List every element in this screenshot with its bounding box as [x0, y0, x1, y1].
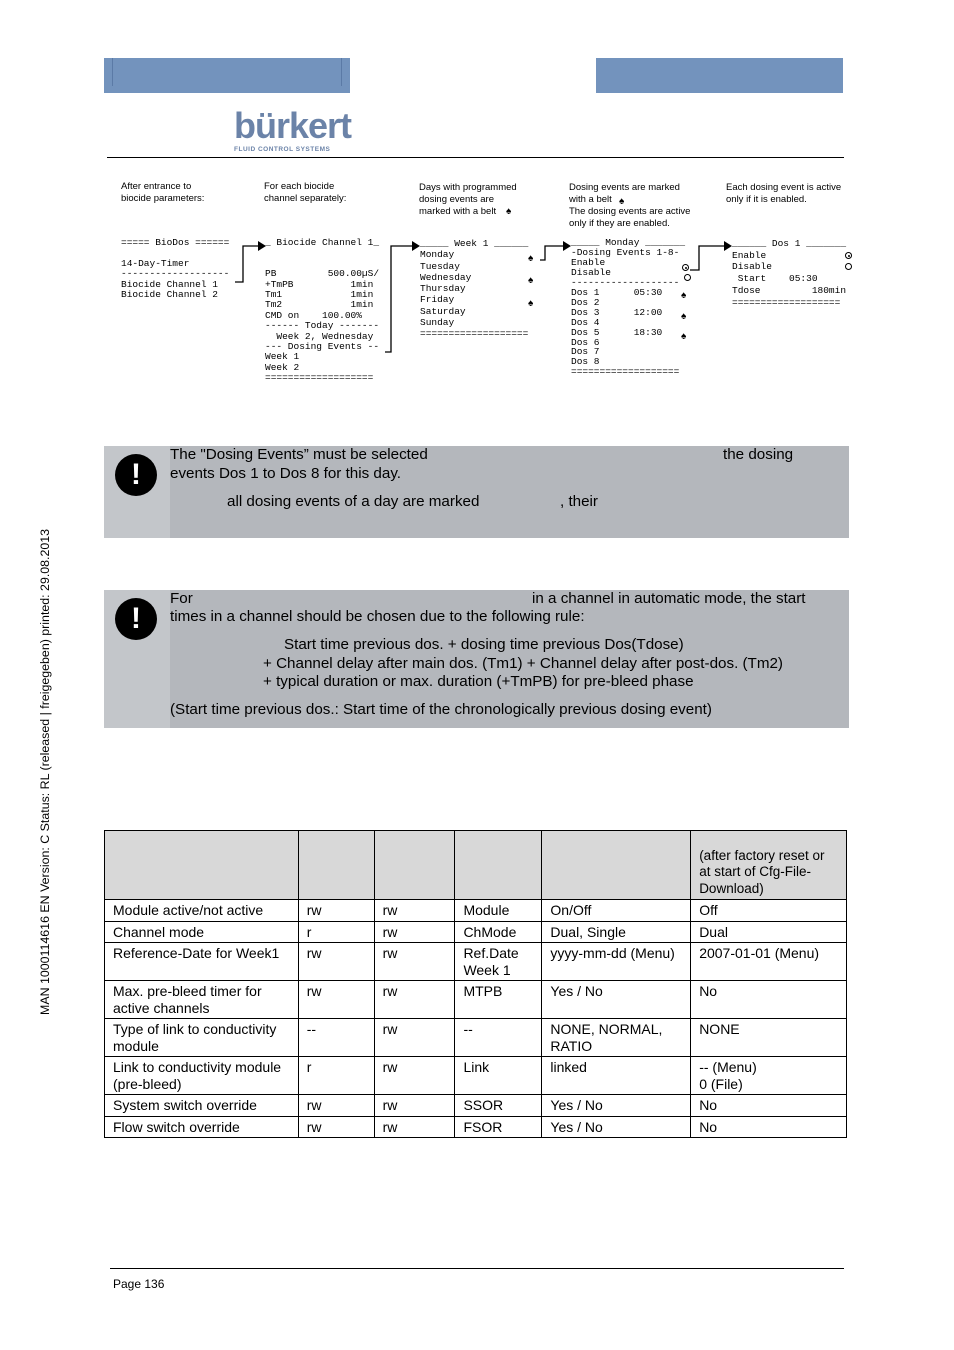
table-cell: --	[455, 1019, 542, 1057]
document-side-info: MAN 1000114616 EN Version: C Status: RL (released | freigegeben) printed: 29.08.2013	[38, 528, 52, 1015]
belt-icon: ♠	[528, 298, 534, 309]
table-cell: rw	[298, 1116, 374, 1138]
table-cell: Flow switch override	[105, 1116, 299, 1138]
table-cell: Dual	[691, 921, 847, 943]
table-cell: MTPB	[455, 981, 542, 1019]
note-1-line-3a: all dosing events of a day are marked	[227, 493, 480, 510]
table-cell: rw	[374, 900, 455, 922]
note-2-line-1a: For	[170, 590, 193, 607]
caption-week: Days with programmed dosing events are marked with a belt	[419, 182, 517, 217]
belt-icon: ♠	[681, 311, 687, 322]
table-header-cell	[298, 831, 374, 900]
note-2-line-1b: in a channel in automatic mode, the start	[532, 590, 806, 607]
table-row	[105, 981, 847, 1019]
table-cell: rw	[374, 921, 455, 943]
table-header-cell	[105, 831, 299, 900]
table-cell: FSOR	[455, 1116, 542, 1138]
caption-monday: Dosing events are marked with a belt	[569, 182, 680, 205]
table-cell: Off	[691, 900, 847, 922]
table-row	[105, 943, 847, 981]
logo-text: bürkert	[234, 106, 352, 146]
screen-biodos: ===== BioDos ====== 14-Day-Timer ------------------- Biocide Channel 1 Biocide Channel 2	[121, 237, 230, 301]
page-number: Page 136	[113, 1277, 165, 1291]
note-2-line-4: + Channel delay after main dos. (Tm1) + Channel delay after post-dos. (Tm2)	[263, 655, 783, 672]
belt-icon: ♠	[528, 275, 534, 286]
note-2-line-5: + typical duration or max. duration (+TmPB) for pre-bleed phase	[263, 673, 694, 690]
table-cell: ChMode	[455, 921, 542, 943]
table-header-cell	[542, 831, 691, 900]
table-cell: r	[298, 921, 374, 943]
screen-channel: _ Biocide Channel 1_ PB 500.00µS/ +TmPB 1min Tm1 1min Tm2 1min CMD on 100.00% ------ Today ------- Week 2, Wednesday --- Dosing Events -- Week 1 Week 2 ===================	[265, 237, 380, 384]
table-row	[105, 1095, 847, 1117]
table-cell: Channel mode	[105, 921, 299, 943]
table-cell: yyyy-mm-dd (Menu)	[542, 943, 691, 981]
belt-icon: ♠	[619, 196, 625, 207]
note-icon-cell	[104, 590, 170, 728]
table-cell: rw	[374, 1057, 455, 1095]
table-cell: No	[691, 1116, 847, 1138]
table-body	[105, 900, 847, 1138]
table-cell: No	[691, 1095, 847, 1117]
table-cell: Link to conductivity module (pre-bleed)	[105, 1057, 299, 1095]
table-cell: linked	[542, 1057, 691, 1095]
table-cell: Yes / No	[542, 1095, 691, 1117]
table-cell: -- (Menu) 0 (File)	[691, 1057, 847, 1095]
table-cell: SSOR	[455, 1095, 542, 1117]
note-box-2	[104, 590, 849, 728]
caption-biodos: After entrance to biocide parameters:	[121, 181, 205, 204]
table-cell: rw	[298, 981, 374, 1019]
belt-icon: ♠	[528, 253, 534, 264]
table-cell: NONE, NORMAL, RATIO	[542, 1019, 691, 1057]
table-cell: Module active/not active	[105, 900, 299, 922]
table-cell: Yes / No	[542, 1116, 691, 1138]
table-cell: rw	[298, 1095, 374, 1117]
table-row	[105, 921, 847, 943]
note-2-line-2: times in a channel should be chosen due to the following rule:	[170, 608, 585, 625]
footer-rule	[110, 1268, 844, 1269]
table-cell: rw	[374, 981, 455, 1019]
table-header-cell	[374, 831, 455, 900]
table-cell: Reference-Date for Week1	[105, 943, 299, 981]
table-cell: Dual, Single	[542, 921, 691, 943]
note-icon-cell	[104, 446, 170, 538]
note-1-line-1a: The "Dosing Events” must be selected	[170, 446, 428, 463]
table-header-default: (after factory reset or at start of Cfg-File-Download)	[691, 831, 847, 900]
note-1-line-2: events Dos 1 to Dos 8 for this day.	[170, 465, 402, 482]
table-cell: Link	[455, 1057, 542, 1095]
note-1-line-1b: the dosing	[723, 446, 794, 463]
note-box-1	[104, 446, 849, 538]
table-cell: --	[298, 1019, 374, 1057]
belt-icon: ♠	[681, 331, 687, 342]
table-cell: r	[298, 1057, 374, 1095]
table-cell: On/Off	[542, 900, 691, 922]
table-row	[105, 900, 847, 922]
table-cell: System switch override	[105, 1095, 299, 1117]
belt-icon: ♠	[506, 206, 512, 217]
screen-dos1: ______ Dos 1 _______ Enable Disable Start 05:30 Tdose 180min ===================	[732, 238, 847, 308]
note-1-line-3b: , their	[560, 493, 598, 510]
note-2-line-6: (Start time previous dos.: Start time of the chronologically previous dosing event)	[170, 701, 712, 718]
table-row	[105, 1116, 847, 1138]
table-cell: Ref.Date Week 1	[455, 943, 542, 981]
table-cell: rw	[374, 1116, 455, 1138]
table-cell: rw	[298, 900, 374, 922]
flow-arrows	[0, 0, 954, 400]
caption-monday-2: The dosing events are active only if they are enabled.	[569, 206, 691, 229]
caption-dos1: Each dosing event is active only if it is enabled.	[726, 182, 842, 205]
table-cell: NONE	[691, 1019, 847, 1057]
warning-icon: !	[115, 454, 157, 496]
logo-subtext: FLUID CONTROL SYSTEMS	[234, 146, 331, 153]
parameter-table	[104, 830, 847, 1138]
table-cell: Max. pre-bleed timer for active channels	[105, 981, 299, 1019]
table-header-row	[105, 831, 847, 900]
warning-icon: !	[115, 598, 157, 640]
table-cell: rw	[298, 943, 374, 981]
table-cell: Yes / No	[542, 981, 691, 1019]
table-cell: 2007-01-01 (Menu)	[691, 943, 847, 981]
table-cell: No	[691, 981, 847, 1019]
table-header-cell	[455, 831, 542, 900]
screen-monday: _____ Monday _______ -Dosing Events 1-8- Enable Disable ------------------- Dos 1 05:30 Dos 2 Dos 3 12:00 Dos 4 Dos 5 18:30 Dos 6 Dos 7 Dos 8 ===================	[571, 237, 686, 378]
screen-week: _____ Week 1 ______ Monday Tuesday Wednesday Thursday Friday Saturday Sunday ===================	[420, 238, 529, 340]
table-cell: Type of link to conductivity module	[105, 1019, 299, 1057]
belt-icon: ♠	[681, 290, 687, 301]
table-cell: rw	[374, 1095, 455, 1117]
table-row	[105, 1057, 847, 1095]
table-cell: rw	[374, 1019, 455, 1057]
table-cell: Module	[455, 900, 542, 922]
caption-channel: For each biocide channel separately:	[264, 181, 347, 204]
table-cell: rw	[374, 943, 455, 981]
note-2-line-3: Start time previous dos. + dosing time previous Dos(Tdose)	[284, 636, 684, 653]
table-row	[105, 1019, 847, 1057]
